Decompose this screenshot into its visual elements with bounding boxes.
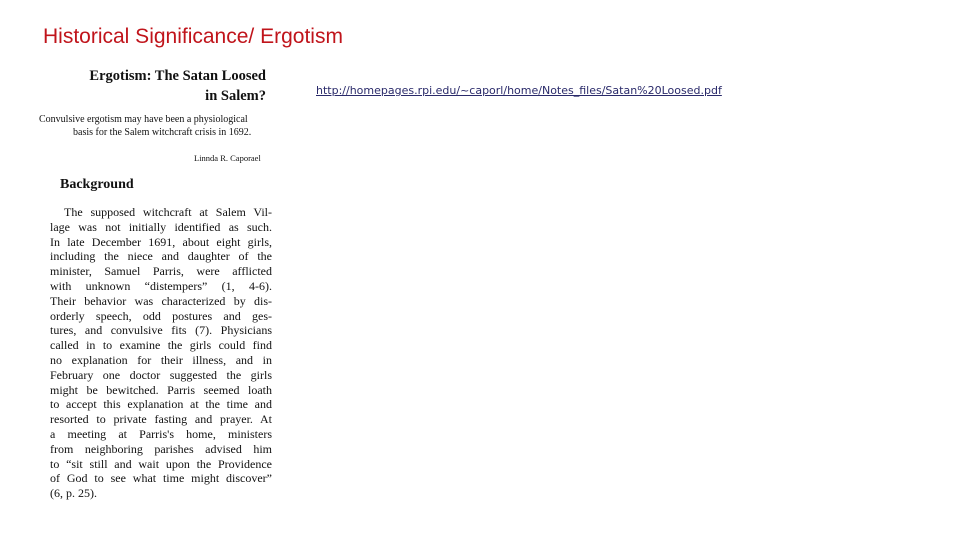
article-clipping	[36, 62, 288, 510]
body-line: lage was not initially identified as such.	[50, 219, 272, 234]
article-title-line: Ergotism: The Satan Loosed	[89, 68, 266, 84]
article-abstract	[39, 113, 271, 139]
body-line: The supposed witchcraft at Salem Vil-	[64, 205, 272, 219]
body-line: called in to examine the girls could find	[50, 338, 272, 353]
body-line: no explanation for their illness, and in	[50, 352, 272, 367]
article-author: Linnda R. Caporael	[194, 153, 261, 163]
body-line: of God to see what time might discover”	[50, 471, 272, 486]
body-line: from neighboring parishes advised him	[50, 441, 272, 456]
body-line: to accept this explanation at the time and	[50, 397, 272, 412]
body-line: including the niece and daughter of the	[50, 249, 272, 264]
body-line: Their behavior was characterized by dis-	[50, 293, 272, 308]
body-line: February one doctor suggested the girls	[50, 367, 272, 382]
article-body	[50, 205, 272, 501]
body-line: to “sit still and wait upon the Providence	[50, 456, 272, 471]
body-line: resorted to private fasting and prayer. At	[50, 412, 272, 427]
body-line: tures, and convulsive fits (7). Physicians	[50, 323, 272, 338]
article-title-line: in Salem?	[205, 88, 266, 104]
body-line: might be bewitched. Parris seemed loath	[50, 382, 272, 397]
body-line: In late December 1691, about eight girls,	[50, 234, 272, 249]
body-line: a meeting at Parris's home, ministers	[50, 426, 272, 441]
body-line: with unknown “distempers” (1, 4-6).	[50, 278, 272, 293]
abstract-line: basis for the Salem witchcraft crisis in 1692.	[73, 127, 252, 138]
body-line: orderly speech, odd postures and ges-	[50, 308, 272, 323]
source-link[interactable]: http://homepages.rpi.edu/~caporl/home/Notes_files/Satan%20Loosed.pdf	[316, 84, 722, 97]
slide-title: Historical Significance/ Ergotism	[43, 25, 343, 48]
body-line: (6, p. 25).	[50, 486, 97, 501]
article-title	[36, 66, 266, 106]
section-heading: Background	[60, 177, 134, 192]
body-line: minister, Samuel Parris, were afflicted	[50, 264, 272, 279]
abstract-line: Convulsive ergotism may have been a physiological	[39, 114, 248, 125]
